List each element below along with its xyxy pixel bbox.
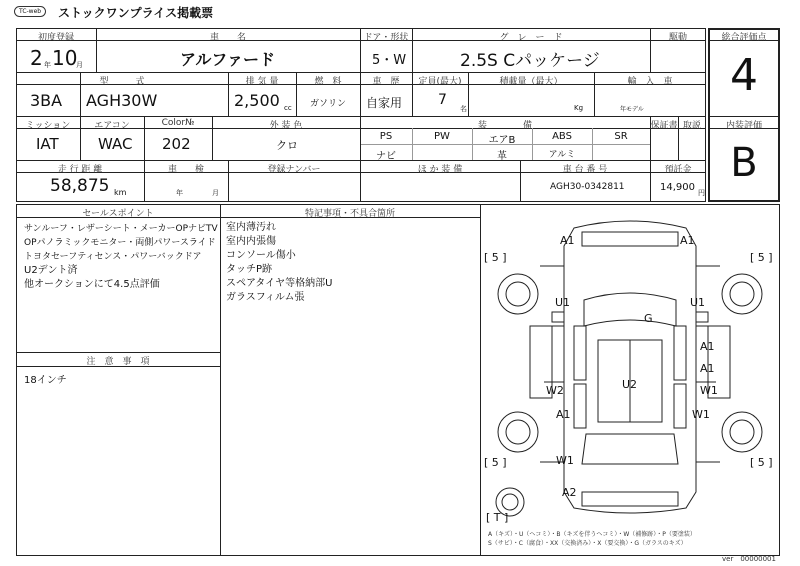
damage-mark: U1 <box>690 296 706 309</box>
first-reg-month-unit: 月 <box>76 61 83 69</box>
warranty-header: 保証書 <box>650 121 678 131</box>
model-code: AGH30W <box>86 91 158 110</box>
door-header: ドア・形状 <box>363 33 409 43</box>
capacity-header: 定員(最大) <box>418 77 462 87</box>
equip-airbag: エアB <box>488 135 516 146</box>
sales-point: トヨタセーフティセンス・パワーバックドア <box>24 252 202 262</box>
chassis-value: AGH30-0342811 <box>550 182 625 192</box>
damage-mark: A1 <box>680 234 695 247</box>
logo <box>14 6 46 17</box>
damage-mark: W1 <box>556 454 574 467</box>
aircon-value: WAC <box>98 135 133 153</box>
km-unit: km <box>114 188 127 197</box>
model-prefix: 3BA <box>30 91 63 110</box>
legend-line: A（キズ）・U（ヘコミ）・B（キズを伴うヘコミ）・W（補修跡）・P（要塗装） <box>488 531 696 538</box>
tire-mark-fl: [ 5 ] <box>484 251 507 264</box>
legend <box>488 530 696 548</box>
damage-mark: W2 <box>546 384 564 397</box>
door-value: 5・W <box>372 53 407 68</box>
special-note: 室内内張傷 <box>226 236 276 247</box>
equip-ps: PS <box>379 131 393 142</box>
overall-score: 4 <box>730 50 758 101</box>
car-kind-value: 自家用 <box>366 96 403 110</box>
grade-value: 2.5S Cパッケージ <box>460 51 600 71</box>
displacement-value: 2,500 <box>234 91 280 110</box>
sales-points <box>24 222 218 292</box>
interior-score: B <box>730 140 758 186</box>
caution-header: 注 意 事 項 <box>86 357 150 367</box>
damage-mark: W1 <box>700 384 718 397</box>
caution-notes <box>24 374 67 388</box>
insp-year-unit: 年 <box>176 189 183 197</box>
first-reg-year: 2 <box>30 46 43 70</box>
damage-mark: U1 <box>555 296 571 309</box>
damage-mark: A1 <box>560 234 575 247</box>
sales-point: OPパノラミックモニター・両側パワースライド <box>24 238 216 248</box>
color-no-header: Color№ <box>161 118 195 128</box>
damage-mark: A1 <box>556 408 571 421</box>
yen-unit: 円 <box>698 189 705 197</box>
special-note: コンソール傷小 <box>226 250 296 261</box>
sales-header: セールスポイント <box>82 209 154 219</box>
cc-unit: cc <box>284 104 292 112</box>
first-reg-header: 初度登録 <box>37 33 74 43</box>
version-label: ver 00000001 <box>722 555 776 563</box>
insp-month-unit: 月 <box>212 189 219 197</box>
equip-sr: SR <box>614 131 628 142</box>
displacement-header: 排 気 量 <box>245 77 279 87</box>
first-reg-month: 10 <box>52 46 78 70</box>
capacity-value: 7 <box>438 92 447 108</box>
equip-alloy: アルミ <box>548 150 576 160</box>
page-title: ストックワンプライス掲載票 <box>58 6 214 20</box>
car-kind-header: 車 歴 <box>372 77 400 87</box>
logo-text: TC-web <box>19 8 42 15</box>
equip-leather: 革 <box>497 151 507 162</box>
legend-line: S（サビ）・C（腐食）・XX（交換済み）・X（要交換）・G（ガラスのキズ） <box>488 540 687 547</box>
damage-mark: A1 <box>700 340 715 353</box>
special-note: ガラスフィルム張 <box>226 292 305 303</box>
load-header: 積載量（最大） <box>499 77 563 87</box>
damage-mark: A1 <box>700 362 715 375</box>
model-header: 型 式 <box>99 77 145 87</box>
caution-note: 18インチ <box>24 375 67 386</box>
ext-color-value: クロ <box>276 139 298 152</box>
equip-pw: PW <box>434 131 450 142</box>
damage-mark: W1 <box>692 408 710 421</box>
reg-number-header: 登録ナンバー <box>267 165 321 175</box>
deposit-value: 14,900 <box>660 182 695 193</box>
tire-mark-rr: [ 5 ] <box>750 456 773 469</box>
mileage-header: 走 行 距 離 <box>57 165 103 175</box>
equipment-header: 装 備 <box>477 121 532 131</box>
main-form <box>16 28 706 202</box>
equip-navi: ナビ <box>376 151 396 162</box>
first-reg-year-unit: 年 <box>44 61 51 69</box>
overall-header: 総合評価点 <box>721 33 767 43</box>
kg-unit: Kg <box>574 104 584 112</box>
sales-point: U2デント済 <box>24 265 78 276</box>
tire-mark-fr: [ 5 ] <box>750 251 773 264</box>
special-notes <box>226 221 332 305</box>
color-no-value: 202 <box>162 135 191 153</box>
special-note: スペアタイヤ等格納部U <box>226 278 333 289</box>
aircon-header: エアコン <box>94 121 130 131</box>
car-name-value: アルファード <box>180 50 276 69</box>
chassis-header: 車 台 番 号 <box>562 165 608 175</box>
sales-point: サンルーフ・レザーシート・メーカーOPナビTV <box>24 224 218 234</box>
damage-mark: G <box>644 312 653 325</box>
sales-point: 他オークションにて4.5点評価 <box>24 279 160 290</box>
mileage-value: 58,875 <box>50 176 110 196</box>
tire-mark-rl: [ 5 ] <box>484 456 507 469</box>
special-note: 室内薄汚れ <box>226 222 276 233</box>
import-header: 輸 入 車 <box>627 77 673 87</box>
drive-header: 駆動 <box>668 33 687 43</box>
mission-header: ミッション <box>25 121 71 131</box>
model-year: 年モデル <box>620 106 644 113</box>
capacity-unit: 名 <box>460 105 467 113</box>
special-note: タッチP跡 <box>226 264 273 275</box>
fuel-value: ガソリン <box>310 99 347 109</box>
interior-header: 内装評価 <box>725 121 762 131</box>
car-name-header: 車 名 <box>209 33 246 43</box>
fuel-header: 燃 料 <box>314 77 342 87</box>
inspection-header: 車 検 <box>167 165 204 175</box>
damage-mark: A2 <box>562 486 577 499</box>
other-equip-header: ほ か 装 備 <box>417 165 463 175</box>
manual-header: 取説 <box>682 121 701 131</box>
trunk-mark: [ T ] <box>486 511 509 524</box>
damage-mark: U2 <box>622 378 638 391</box>
equip-abs: ABS <box>552 131 572 142</box>
deposit-header: 預託金 <box>664 165 692 175</box>
mission-value: IAT <box>36 135 59 153</box>
special-header: 特記事項・不具合箇所 <box>304 209 395 219</box>
grade-header: グ レ ー ド <box>499 33 563 43</box>
ext-color-header: 外 装 色 <box>269 121 303 131</box>
car-damage-diagram <box>482 206 778 528</box>
